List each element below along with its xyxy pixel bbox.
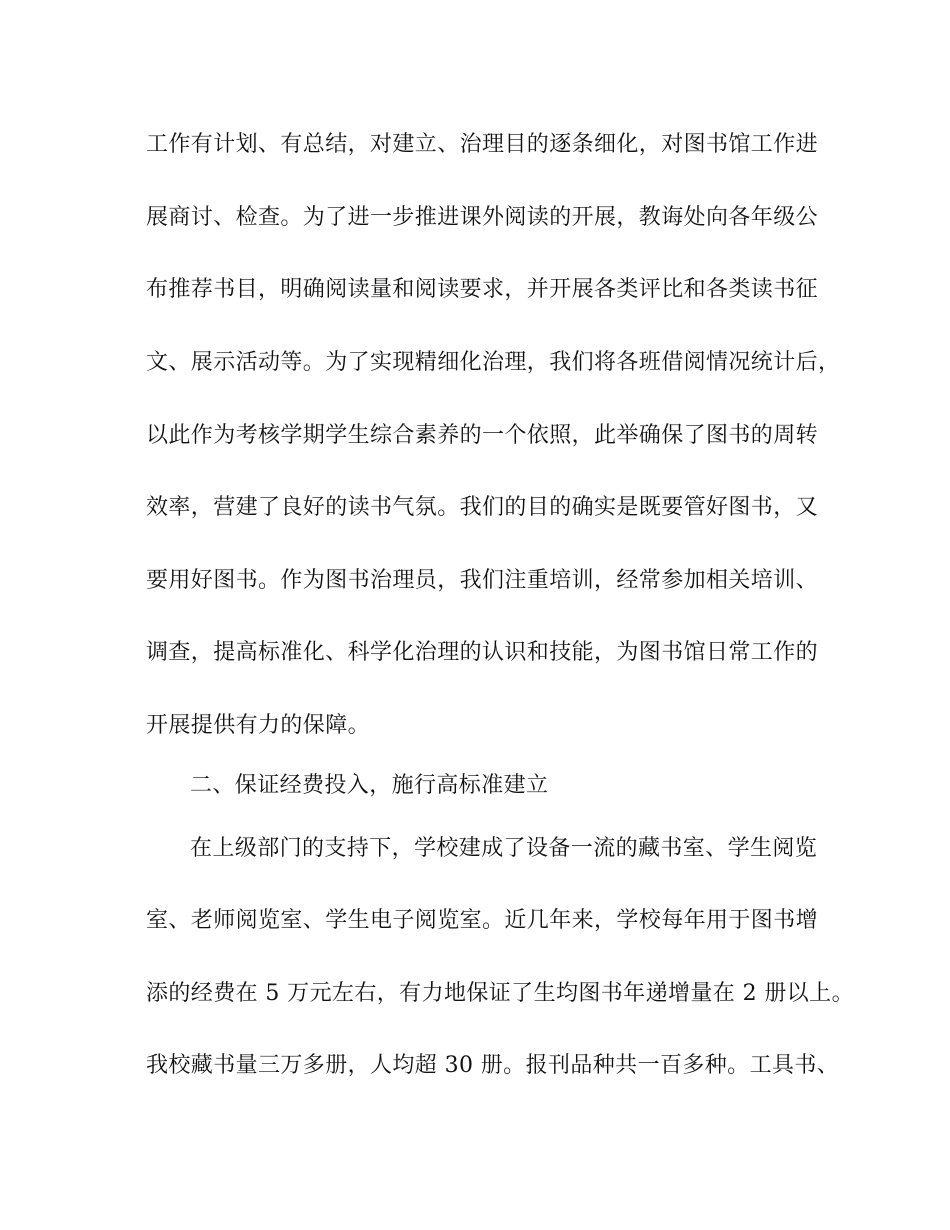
body-line: 文、展示活动等。为了实现精细化治理，我们将各班借阅情况统计后， bbox=[146, 350, 841, 375]
body-line: 添的经费在 5 万元左右，有力地保证了生均图书年递增量在 2 册以上。 bbox=[146, 981, 854, 1006]
body-line: 调查，提高标准化、科学化治理的认识和技能，为图书馆日常工作的 bbox=[146, 640, 819, 665]
section-heading: 二、保证经费投入，施行高标准建立 bbox=[190, 773, 549, 798]
body-line: 开展提供有力的保障。 bbox=[146, 713, 371, 738]
body-line: 以此作为考核学期学生综合素养的一个依照，此举确保了图书的周转 bbox=[146, 423, 819, 448]
body-line: 室、老师阅览室、学生电子阅览室。近几年来，学校每年用于图书增 bbox=[146, 908, 819, 933]
body-line: 我校藏书量三万多册，人均超 30 册。报刊品种共一百多种。工具书、 bbox=[146, 1053, 840, 1078]
body-line: 要用好图书。作为图书治理员，我们注重培训，经常参加相关培训、 bbox=[146, 568, 819, 593]
body-line: 布推荐书目，明确阅读量和阅读要求，并开展各类评比和各类读书征 bbox=[146, 277, 819, 302]
body-line: 在上级部门的支持下，学校建成了设备一流的藏书室、学生阅览 bbox=[190, 836, 818, 861]
body-line: 效率，营建了良好的读书气氛。我们的目的确实是既要管好图书，又 bbox=[146, 495, 819, 520]
body-line: 展商讨、检查。为了进一步推进课外阅读的开展，教诲处向各年级公 bbox=[146, 205, 819, 230]
body-line: 工作有计划、有总结，对建立、治理目的逐条细化，对图书馆工作进 bbox=[146, 132, 819, 157]
